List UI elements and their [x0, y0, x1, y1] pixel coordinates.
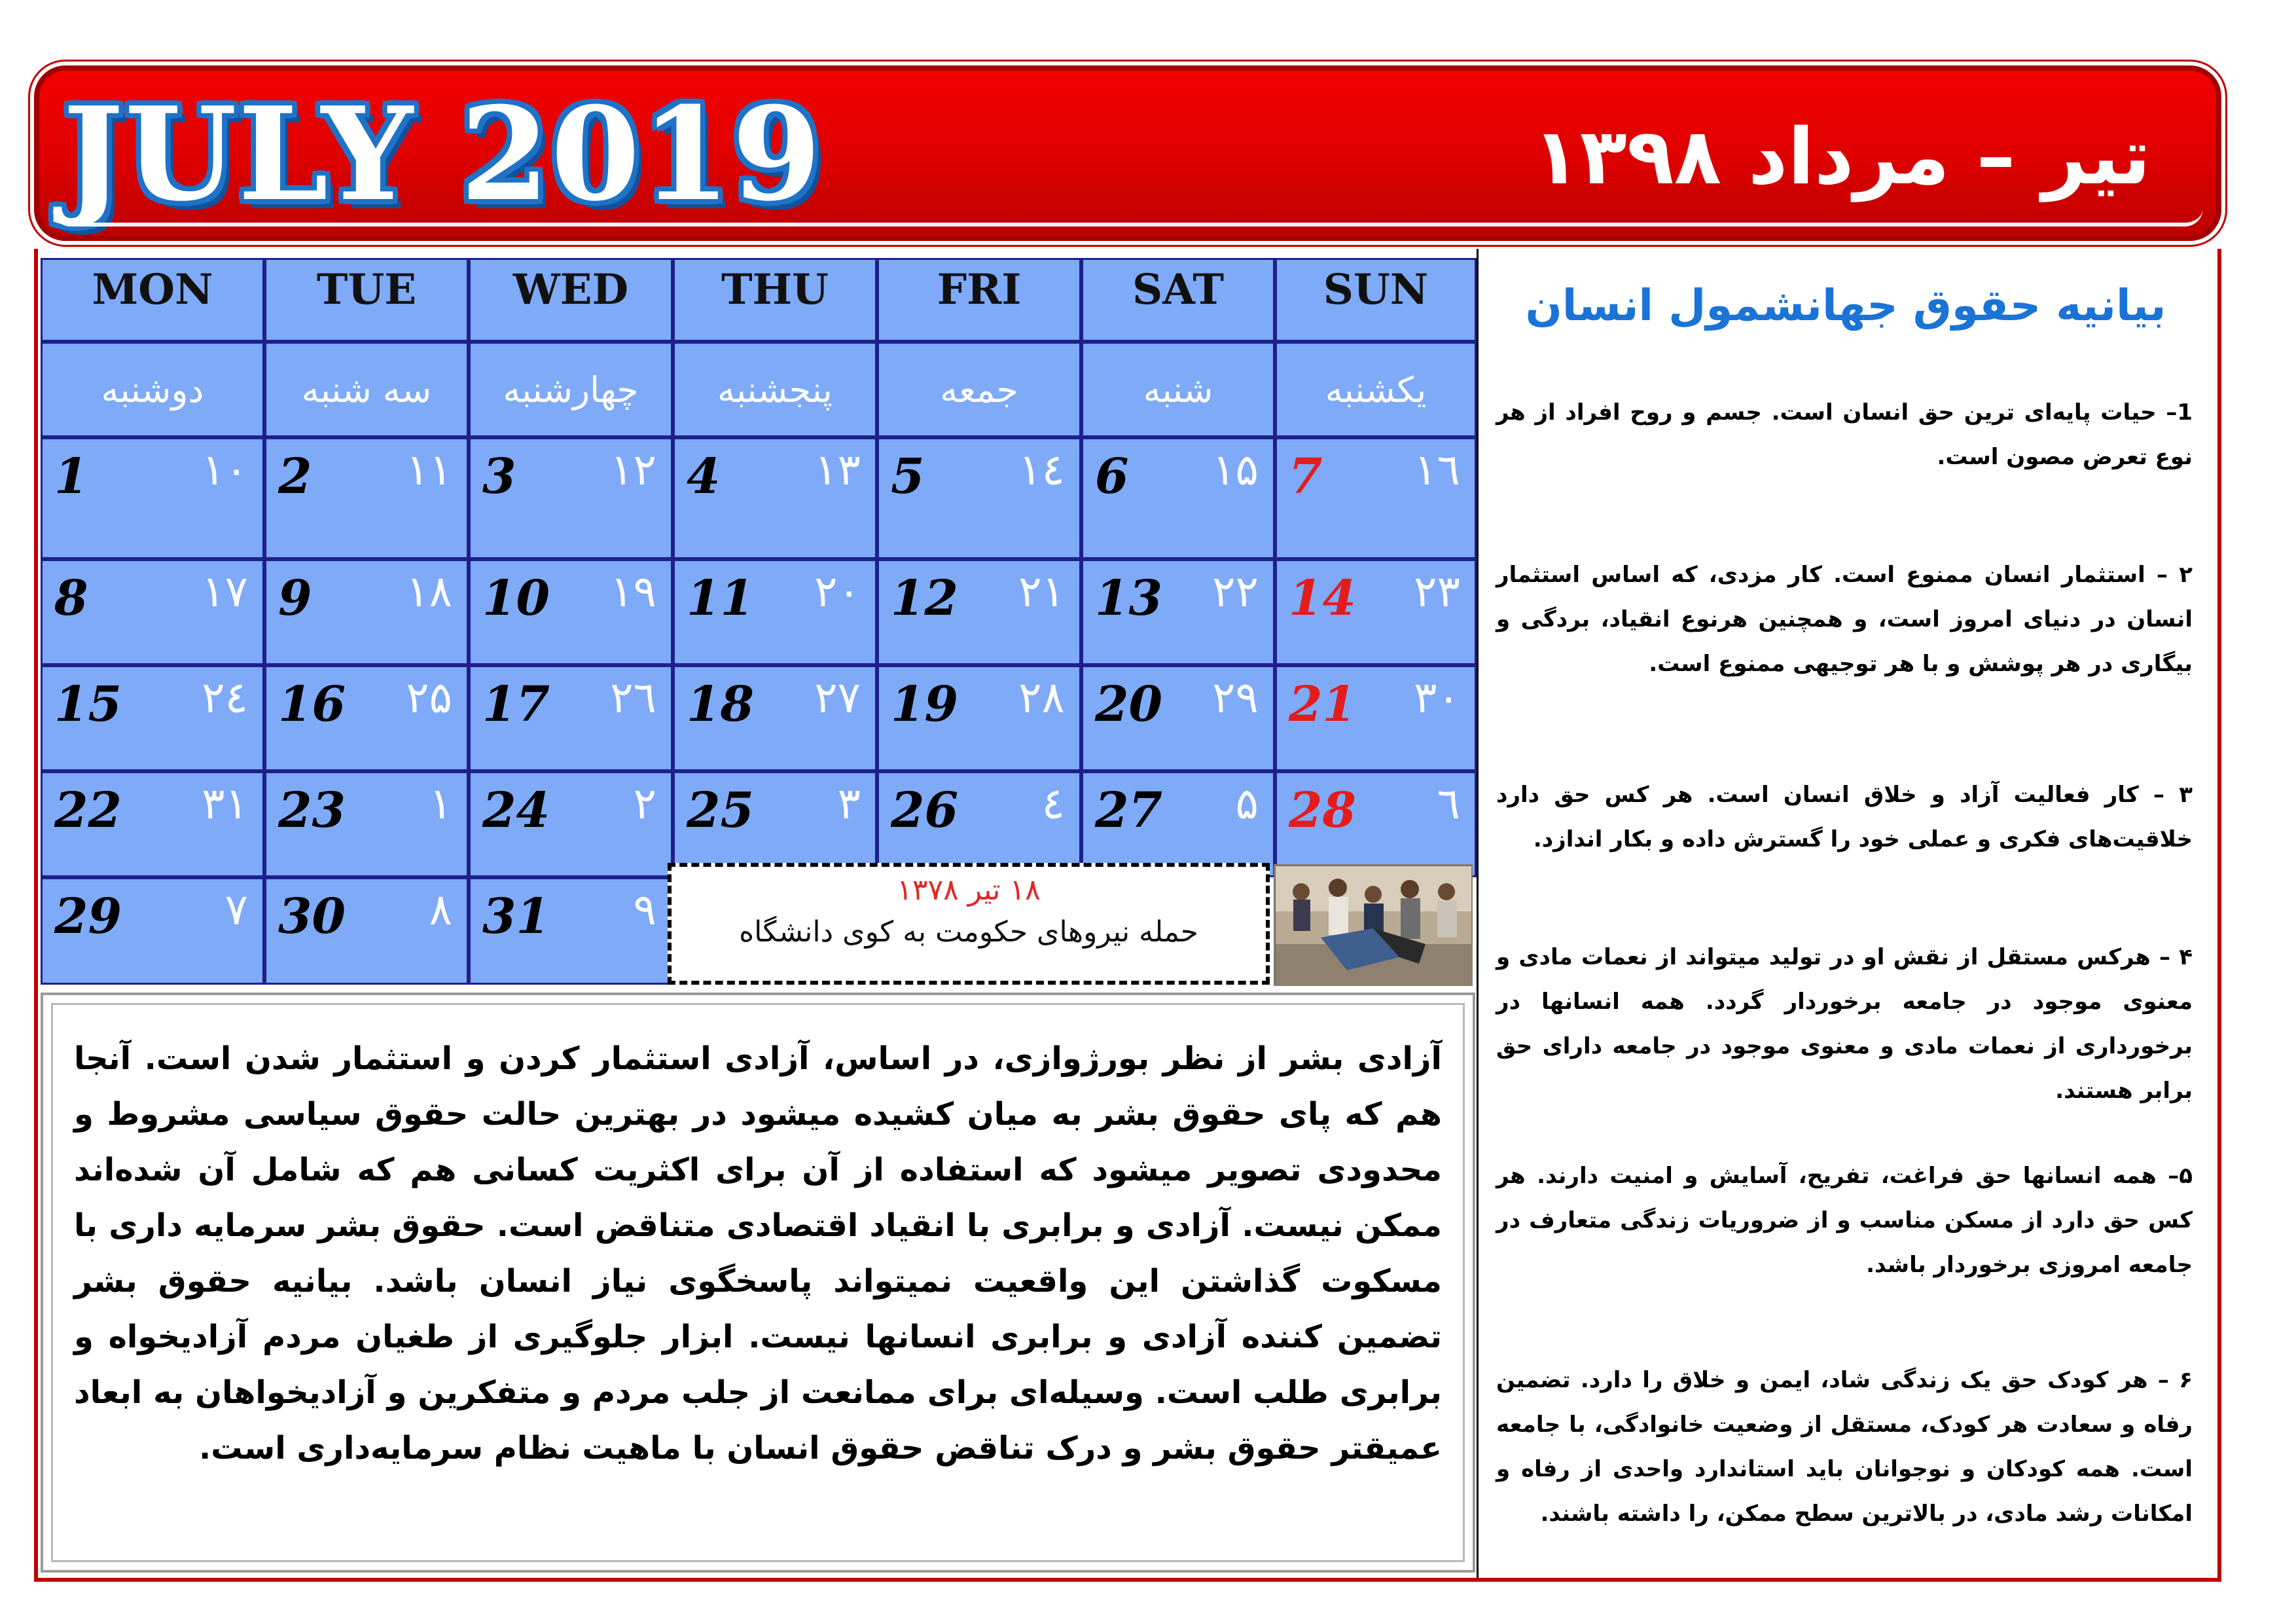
event-text: حمله نیروهای حکومت به کوی دانشگاه — [739, 915, 1198, 949]
weekday-header-fa — [673, 342, 877, 437]
weekday-header-tue — [264, 258, 469, 342]
day-number: 14 — [1289, 570, 1356, 627]
weekday-name-en: SAT — [1132, 265, 1224, 314]
day-cell[interactable] — [673, 665, 877, 771]
day-number-persian: ۳۰ — [1414, 672, 1460, 723]
day-cell[interactable] — [1081, 665, 1275, 771]
day-number-persian: ۲۸ — [1018, 672, 1065, 723]
day-number: 12 — [891, 570, 958, 627]
day-number: 1 — [54, 448, 88, 505]
article-1: 1– حیات پایه‌ای ترین حق انسان است. جسم و روح افراد از هر نوع تعرض مصون است. — [1496, 399, 2193, 470]
day-number: 30 — [278, 888, 346, 945]
day-cell[interactable] — [1275, 437, 1477, 559]
event-box — [668, 863, 1270, 985]
day-number: 19 — [891, 676, 958, 733]
weekday-name-fa: یکشنبه — [1325, 369, 1427, 410]
weekday-name-en: WED — [512, 265, 629, 314]
day-number: 24 — [482, 782, 550, 839]
day-number-persian: ۹ — [633, 884, 656, 935]
declaration-column — [1486, 262, 2206, 1571]
day-number-persian: ۲٦ — [610, 672, 656, 723]
day-cell[interactable] — [264, 771, 469, 877]
day-cell[interactable] — [41, 771, 264, 877]
day-number-persian: ۳ — [837, 778, 861, 829]
day-number-persian: ۳۱ — [202, 778, 248, 829]
day-cell[interactable] — [1275, 771, 1477, 877]
day-number-persian: ۲٤ — [202, 672, 248, 723]
weekday-header-mon — [41, 258, 264, 342]
weekday-name-en: MON — [92, 265, 213, 314]
weekday-header-fa — [1081, 342, 1275, 437]
day-number: 15 — [54, 676, 122, 733]
day-number: 9 — [278, 570, 312, 627]
day-number-persian: ۱۷ — [202, 566, 248, 617]
day-cell[interactable] — [877, 559, 1081, 665]
day-cell[interactable] — [41, 559, 264, 665]
day-number-persian: ۱۰ — [202, 445, 248, 495]
weekday-name-fa: دوشنبه — [101, 369, 204, 410]
weekday-header-fri — [877, 258, 1081, 342]
article-5: ۵– همه انسانها حق فراغت، تفریح، آسایش و امنیت دارند. هر کس حق دارد از مسکن مناسب و از ضروریات زندگی متعارف در جامعه امروزی برخوردار باشد. — [1496, 1163, 2193, 1278]
day-number-persian: ۲۹ — [1212, 672, 1259, 723]
day-number-persian: ۲۰ — [814, 566, 861, 617]
day-number-persian: ۵ — [1235, 778, 1259, 829]
day-cell[interactable] — [264, 437, 469, 559]
month-title-en: JULY 2019 — [63, 79, 823, 230]
day-cell[interactable] — [264, 665, 469, 771]
article-4: ۴ – هرکس مستقل از نقش او در تولید میتواند از نعمات مادی و معنوی موجود در جامعه برخوردار گردد. همه انسانها در برخورداری از نعمات مادی و معنوی موجود در جامعه دارای حق برابر هستند. — [1496, 944, 2193, 1104]
day-cell[interactable] — [1081, 559, 1275, 665]
day-number: 28 — [1289, 782, 1356, 839]
day-cell[interactable] — [673, 771, 877, 877]
article-2: ۲ – استثمار انسان ممنوع است. کار مزدی، که اساس استثمار انسان در دنیای امروز است، و همچنین هرنوع انقیاد، بردگی و بیگاری در هر پوشش و با هر توجیهی ممنوع است. — [1496, 562, 2193, 677]
day-number: 8 — [54, 570, 88, 627]
weekday-name-fa: چهارشنبه — [503, 369, 639, 410]
day-number-persian: ۲۷ — [814, 672, 861, 723]
day-number-persian: ۱۹ — [610, 566, 656, 617]
essay-box — [41, 993, 1475, 1573]
day-number: 25 — [687, 782, 754, 839]
day-cell[interactable] — [469, 877, 673, 985]
day-cell[interactable] — [1081, 437, 1275, 559]
day-cell[interactable] — [41, 665, 264, 771]
day-cell[interactable] — [264, 559, 469, 665]
day-number: 4 — [687, 448, 721, 505]
day-number: 7 — [1289, 448, 1323, 505]
article-6: ۶ – هر کودک حق یک زندگی شاد، ایمن و خلاق را دارد. تضمین رفاه و سعادت هر کودک، مستقل از وضعیت خانوادگی، با جامعه است. همه کودکان و نوجوانان باید استاندارد واحدی از رفاه و امکانات رشد مادی، در بالاترین سطح ممکن، را داشته باشند. — [1496, 1367, 2193, 1527]
weekday-header-fa — [41, 342, 264, 437]
day-number-persian: ۲۲ — [1212, 566, 1259, 617]
day-number: 21 — [1289, 676, 1356, 733]
day-number-persian: ۱۸ — [406, 566, 452, 617]
day-number-persian: ۱۳ — [814, 445, 861, 495]
day-number-persian: ۲۱ — [1018, 566, 1065, 617]
weekday-name-fa: سه شنبه — [301, 369, 432, 410]
header-banner — [34, 65, 2221, 241]
day-number-persian: ۷ — [224, 884, 248, 935]
day-number-persian: ۱۲ — [610, 445, 656, 495]
weekday-name-fa: شنبه — [1143, 369, 1213, 410]
column-divider — [1477, 249, 1479, 1578]
day-cell[interactable] — [877, 665, 1081, 771]
day-cell[interactable] — [673, 559, 877, 665]
day-number-persian: ۱۱ — [406, 445, 452, 495]
day-number: 20 — [1095, 676, 1162, 733]
month-title-fa: تیر – مرداد ۱۳۹۸ — [1532, 111, 2151, 202]
weekday-name-en: FRI — [937, 265, 1022, 314]
day-number-persian: ۱ — [429, 778, 452, 829]
day-cell[interactable] — [469, 559, 673, 665]
weekday-name-en: TUE — [316, 265, 417, 314]
day-number: 27 — [1095, 782, 1162, 839]
day-cell[interactable] — [469, 771, 673, 877]
day-cell[interactable] — [1275, 665, 1477, 771]
day-number: 13 — [1095, 570, 1162, 627]
day-cell[interactable] — [41, 437, 264, 559]
weekday-name-en: SUN — [1323, 265, 1429, 314]
weekday-name-fa: جمعه — [940, 369, 1018, 410]
day-number-persian: ۲ — [633, 778, 656, 829]
event-date: ۱۸ تیر ۱۳۷۸ — [897, 873, 1041, 907]
day-number: 17 — [482, 676, 550, 733]
day-number-persian: ٤ — [1041, 778, 1065, 829]
day-number: 3 — [482, 448, 516, 505]
day-number-persian: ۸ — [429, 884, 452, 935]
weekday-header-sun — [1275, 258, 1477, 342]
day-number-persian: ۲۵ — [406, 672, 452, 723]
day-number: 18 — [687, 676, 754, 733]
day-number: 11 — [687, 570, 754, 627]
day-cell[interactable] — [1275, 559, 1477, 665]
declaration-title: بیانیه حقوق جهانشمول انسان — [1525, 280, 2166, 331]
day-number-persian: ٦ — [1437, 778, 1460, 829]
weekday-header-fa — [1275, 342, 1477, 437]
weekday-header-fa — [877, 342, 1081, 437]
essay-text: آزادی بشر از نظر بورژوازی، در اساس، آزادی استثمار کردن و استثمار شدن است. آنجا هم که پای حقوق بشر به میان کشیده میشود در بهترین حالت حقوق سیاسی مشروط و محدودی تصویر میشود که استفاده از آن برای اکثریت کسانی هم که شامل آن شده‌اند ممکن نیست. آزادی و برابری با انقیاد اقتصادی متناقض است. حقوق بشر سرمایه داری با مسکوت گذاشتن این واقعیت نمیتواند پاسخگوی نیاز انسان باشد. بیانیه حقوق بشر تضمین کننده آزادی و برابری انسانها نیست. ابزار جلوگیری از طغیان مردم آزادیخواه و برابری طلب است. وسیله‌ای برای ممانعت از جلب مردم و متفکرین و آزادیخواهان به ابعاد عمیقتر حقوق بشر و درک تناقض حقوق انسان با ماهیت نظام سرمایه‌داری است. — [74, 1040, 1442, 1467]
day-number: 22 — [54, 782, 122, 839]
day-cell[interactable] — [469, 437, 673, 559]
weekday-header-fa — [469, 342, 673, 437]
day-number-persian: ۲۳ — [1414, 566, 1460, 617]
day-cell[interactable] — [877, 771, 1081, 877]
weekday-name-en: THU — [721, 265, 829, 314]
weekday-header-thu — [673, 258, 877, 342]
day-cell[interactable] — [673, 437, 877, 559]
day-number: 6 — [1095, 448, 1129, 505]
day-number: 5 — [891, 448, 925, 505]
weekday-name-fa: پنجشنبه — [717, 369, 833, 410]
day-number: 31 — [482, 888, 550, 945]
article-3: ۳ – کار فعالیت آزاد و خلاق انسان است. هر کس حق دارد خلاقیت‌های فکری و عملی خود را گسترش داده و بکار اندازد. — [1496, 782, 2193, 852]
day-cell[interactable] — [877, 437, 1081, 559]
day-number: 29 — [54, 888, 122, 945]
day-number: 10 — [482, 570, 550, 627]
essay-inner-border — [51, 1003, 1465, 1562]
weekday-header-sat — [1081, 258, 1275, 342]
day-cell[interactable] — [41, 877, 264, 985]
weekday-header-wed — [469, 258, 673, 342]
day-cell[interactable] — [469, 665, 673, 771]
day-number: 16 — [278, 676, 346, 733]
day-number: 26 — [891, 782, 958, 839]
day-number-persian: ۱۵ — [1212, 445, 1259, 495]
protest-photo — [1274, 864, 1473, 986]
day-number-persian: ۱٤ — [1018, 445, 1065, 495]
day-number-persian: ۱٦ — [1414, 445, 1460, 495]
day-cell[interactable] — [264, 877, 469, 985]
weekday-header-fa — [264, 342, 469, 437]
day-number: 2 — [278, 448, 312, 505]
day-cell[interactable] — [1081, 771, 1275, 877]
day-number: 23 — [278, 782, 346, 839]
